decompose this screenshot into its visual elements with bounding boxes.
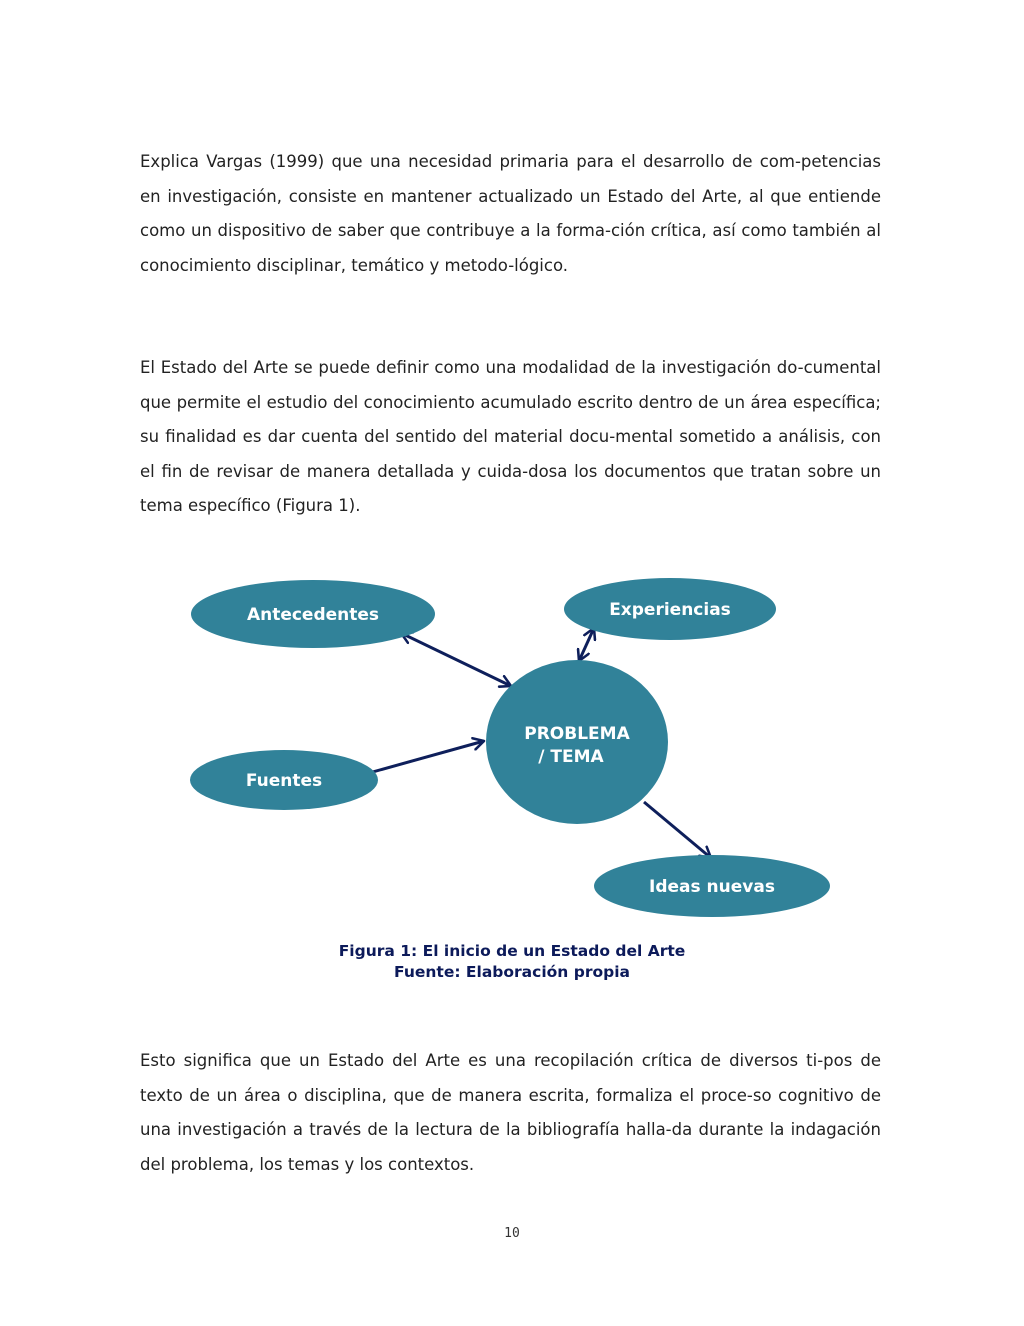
arrow-antecedentes-problema bbox=[401, 633, 511, 686]
page-number: 10 bbox=[504, 1226, 520, 1241]
node-fuentes bbox=[190, 750, 378, 810]
figure-caption-source: Fuente: Elaboración propia bbox=[394, 963, 630, 981]
arrow-experiencias-problema bbox=[579, 628, 594, 661]
node-fuentes-label: Fuentes bbox=[245, 771, 323, 791]
concept-diagram bbox=[0, 560, 1024, 920]
arrow-problema-ideas bbox=[644, 802, 711, 858]
node-experiencias bbox=[564, 578, 776, 640]
node-problema-label-line1: PROBLEMA bbox=[524, 724, 630, 744]
node-problema-label-line2: / TEMA bbox=[538, 747, 604, 767]
node-antecedentes-label: Antecedentes bbox=[246, 605, 380, 625]
paragraph-conclusion: Esto significa que un Estado del Arte es una recopilación crítica de diversos ti-pos de texto de un área o disciplina, que de manera escrita, formaliza el proce-so cognitivo de una investigación a través de la lectura de la bibliografía halla-da durante la indagación del problema, los temas y los contextos. bbox=[140, 1051, 881, 1174]
paragraph-definition: El Estado del Arte se puede definir como una modalidad de la investigación do-cumental que permite el estudio del conocimiento acumulado escrito dentro de un área específica; su finalidad es dar cuenta del sentido del material docu-mental sometido a análisis, con el fin de revisar de manera detallada y cuida-dosa los documentos que tratan sobre un tema específico (Figura 1). bbox=[140, 358, 881, 515]
node-ideas-nuevas-label: Ideas nuevas bbox=[649, 877, 775, 897]
node-experiencias-label: Experiencias bbox=[609, 600, 731, 620]
node-problema-tema bbox=[486, 660, 668, 824]
paragraph-intro: Explica Vargas (1999) que una necesidad primaria para el desarrollo de com-petencias en investigación, consiste en mantener actualizado un Estado del Arte, al que entiende como un dispositivo de saber que contribuye a la forma-ción crítica, así como también al conocimiento disciplinar, temático y metodo-lógico. bbox=[140, 152, 881, 275]
node-antecedentes bbox=[191, 580, 435, 648]
figure-caption-title: Figura 1: El inicio de un Estado del Arte bbox=[338, 942, 686, 960]
node-ideas-nuevas bbox=[594, 855, 830, 917]
